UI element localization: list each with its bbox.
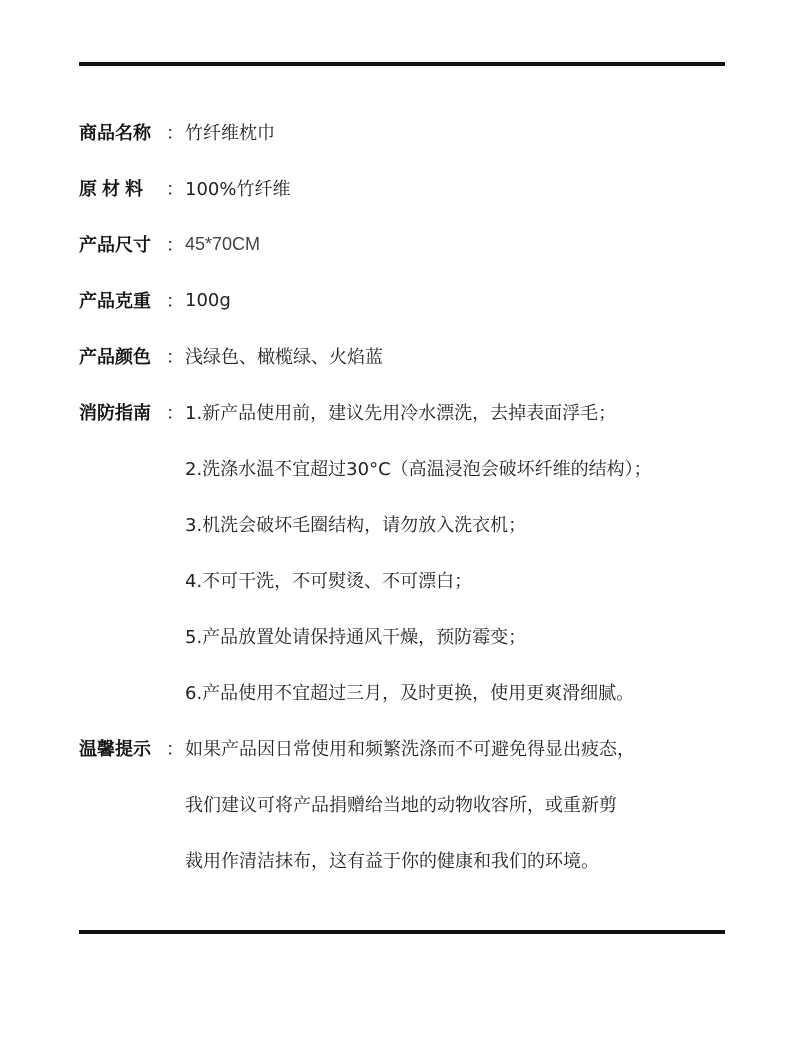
care-row-6 <box>79 664 739 720</box>
tips-row-1 <box>79 720 739 776</box>
spec-value-colors: 浅绿色、橄榄绿、火焰蓝 <box>185 347 383 368</box>
care-row-1 <box>79 384 739 440</box>
tips-row-3 <box>79 832 739 888</box>
tips-row-2 <box>79 776 739 832</box>
care-item: 1.新产品使用前，建议先用冷水漂洗，去掉表面浮毛； <box>185 403 617 424</box>
bottom-divider <box>79 930 725 934</box>
spec-label-colors: 产品颜色 <box>79 347 151 368</box>
spec-colon: ： <box>166 347 184 368</box>
spec-row-size <box>79 216 739 272</box>
spec-label-weight: 产品克重 <box>79 291 151 312</box>
spec-label-material: 原材料 <box>79 179 148 200</box>
care-item: 4.不可干洗，不可熨烫、不可漂白； <box>185 571 473 592</box>
spec-value-size: 45*70CM <box>185 233 261 254</box>
care-row-2 <box>79 440 739 496</box>
spec-colon: ： <box>166 291 184 312</box>
care-item: 3.机洗会破坏毛圈结构，请勿放入洗衣机； <box>185 515 527 536</box>
spec-row-material <box>79 160 739 216</box>
spec-row-colors <box>79 328 739 384</box>
tips-line: 如果产品因日常使用和频繁洗涤而不可避免得显出疲态， <box>185 739 635 760</box>
tips-label: 温馨提示 <box>79 739 151 760</box>
spec-colon: ： <box>166 123 184 144</box>
spec-value-weight: 100g <box>185 289 231 311</box>
care-row-3 <box>79 496 739 552</box>
spec-value-name: 竹纤维枕巾 <box>185 123 275 144</box>
tips-colon: ： <box>166 739 184 760</box>
spec-colon: ： <box>166 179 184 200</box>
spec-row-weight <box>79 272 739 328</box>
spec-row-name <box>79 104 739 160</box>
care-row-5 <box>79 608 739 664</box>
product-spec-list <box>79 104 739 888</box>
spec-label-name: 商品名称 <box>79 123 151 144</box>
care-row-4 <box>79 552 739 608</box>
tips-line: 我们建议可将产品捐赠给当地的动物收容所，或重新剪 <box>185 795 617 816</box>
care-label: 消防指南 <box>79 403 151 424</box>
spec-label-size: 产品尺寸 <box>79 235 151 256</box>
care-colon: ： <box>166 403 184 424</box>
care-item: 5.产品放置处请保持通风干燥，预防霉变； <box>185 627 527 648</box>
care-item: 2.洗涤水温不宜超过30°C（高温浸泡会破坏纤维的结构）； <box>185 459 652 480</box>
care-item: 6.产品使用不宜超过三月，及时更换，使用更爽滑细腻。 <box>185 683 635 704</box>
top-divider <box>79 62 725 66</box>
spec-value-material: 100%竹纤维 <box>185 179 291 200</box>
tips-line: 裁用作清洁抹布，这有益于你的健康和我们的环境。 <box>185 851 599 872</box>
spec-colon: ： <box>166 235 184 256</box>
